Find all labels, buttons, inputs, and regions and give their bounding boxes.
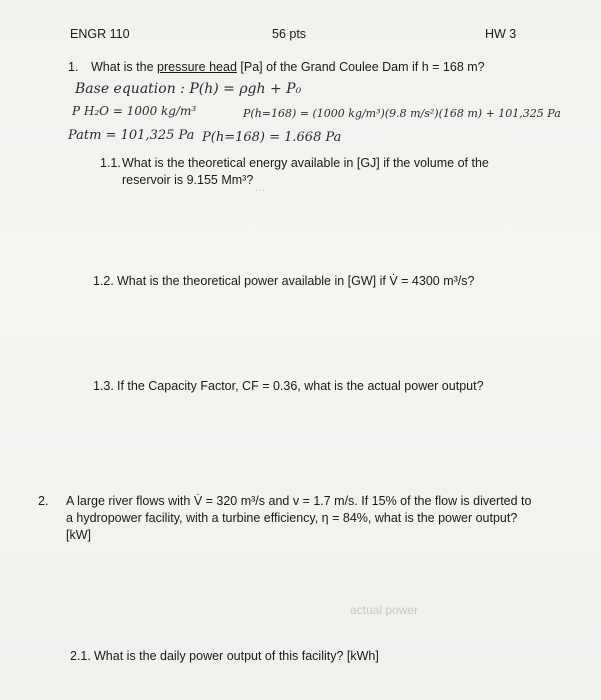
handwritten-base-equation: Base equation : P(h) = ρgh + P₀: [75, 81, 302, 97]
bleed-through-text: ...: [255, 180, 266, 194]
course-label: ENGR 110: [70, 27, 130, 41]
handwritten-pressure-calc: P(h=168) = (1000 kg/m³)(9.8 m/s²)(168 m) + 101,325 Pa: [243, 107, 561, 120]
homework-label: HW 3: [485, 27, 517, 41]
q1-underlined-term: pressure head: [157, 60, 237, 74]
q2-1-number: 2.1.: [70, 649, 91, 663]
q1-number: 1.: [68, 60, 79, 74]
q1-1-text: What is the theoretical energy available in [GJ] if the volume of the reservoir is 9.155 Mm³?: [122, 156, 489, 187]
handwritten-atm-pressure: Patm = 101,325 Pa: [68, 128, 195, 143]
q1-1-number: 1.1.: [100, 156, 121, 170]
bleed-through-actual-power: actual power: [350, 603, 419, 617]
q2-1-text: What is the daily power output of this facility? [kWh]: [94, 649, 379, 663]
q1-3-text: If the Capacity Factor, CF = 0.36, what is the actual power output?: [117, 379, 484, 393]
q1-text: What is the pressure head [Pa] of the Grand Coulee Dam if h = 168 m?: [91, 60, 485, 74]
q1-2-text: What is the theoretical power available in [GW] if V̇ = 4300 m³/s?: [117, 274, 475, 288]
q2-text: A large river flows with V̇ = 320 m³/s and v = 1.7 m/s. If 15% of the flow is diverted to a hydropower facility, with a turbine efficiency, η = 84%, what is the power output? [kW]: [66, 494, 532, 542]
q1-2-number: 1.2.: [93, 274, 114, 288]
q1-3-number: 1.3.: [93, 379, 114, 393]
points-label: 56 pts: [272, 27, 307, 41]
handwritten-water-density: P H₂O = 1000 kg/m³: [72, 104, 197, 118]
q2-number: 2.: [38, 494, 49, 508]
handwritten-pressure-result: P(h=168) = 1.668 Pa: [202, 130, 342, 145]
